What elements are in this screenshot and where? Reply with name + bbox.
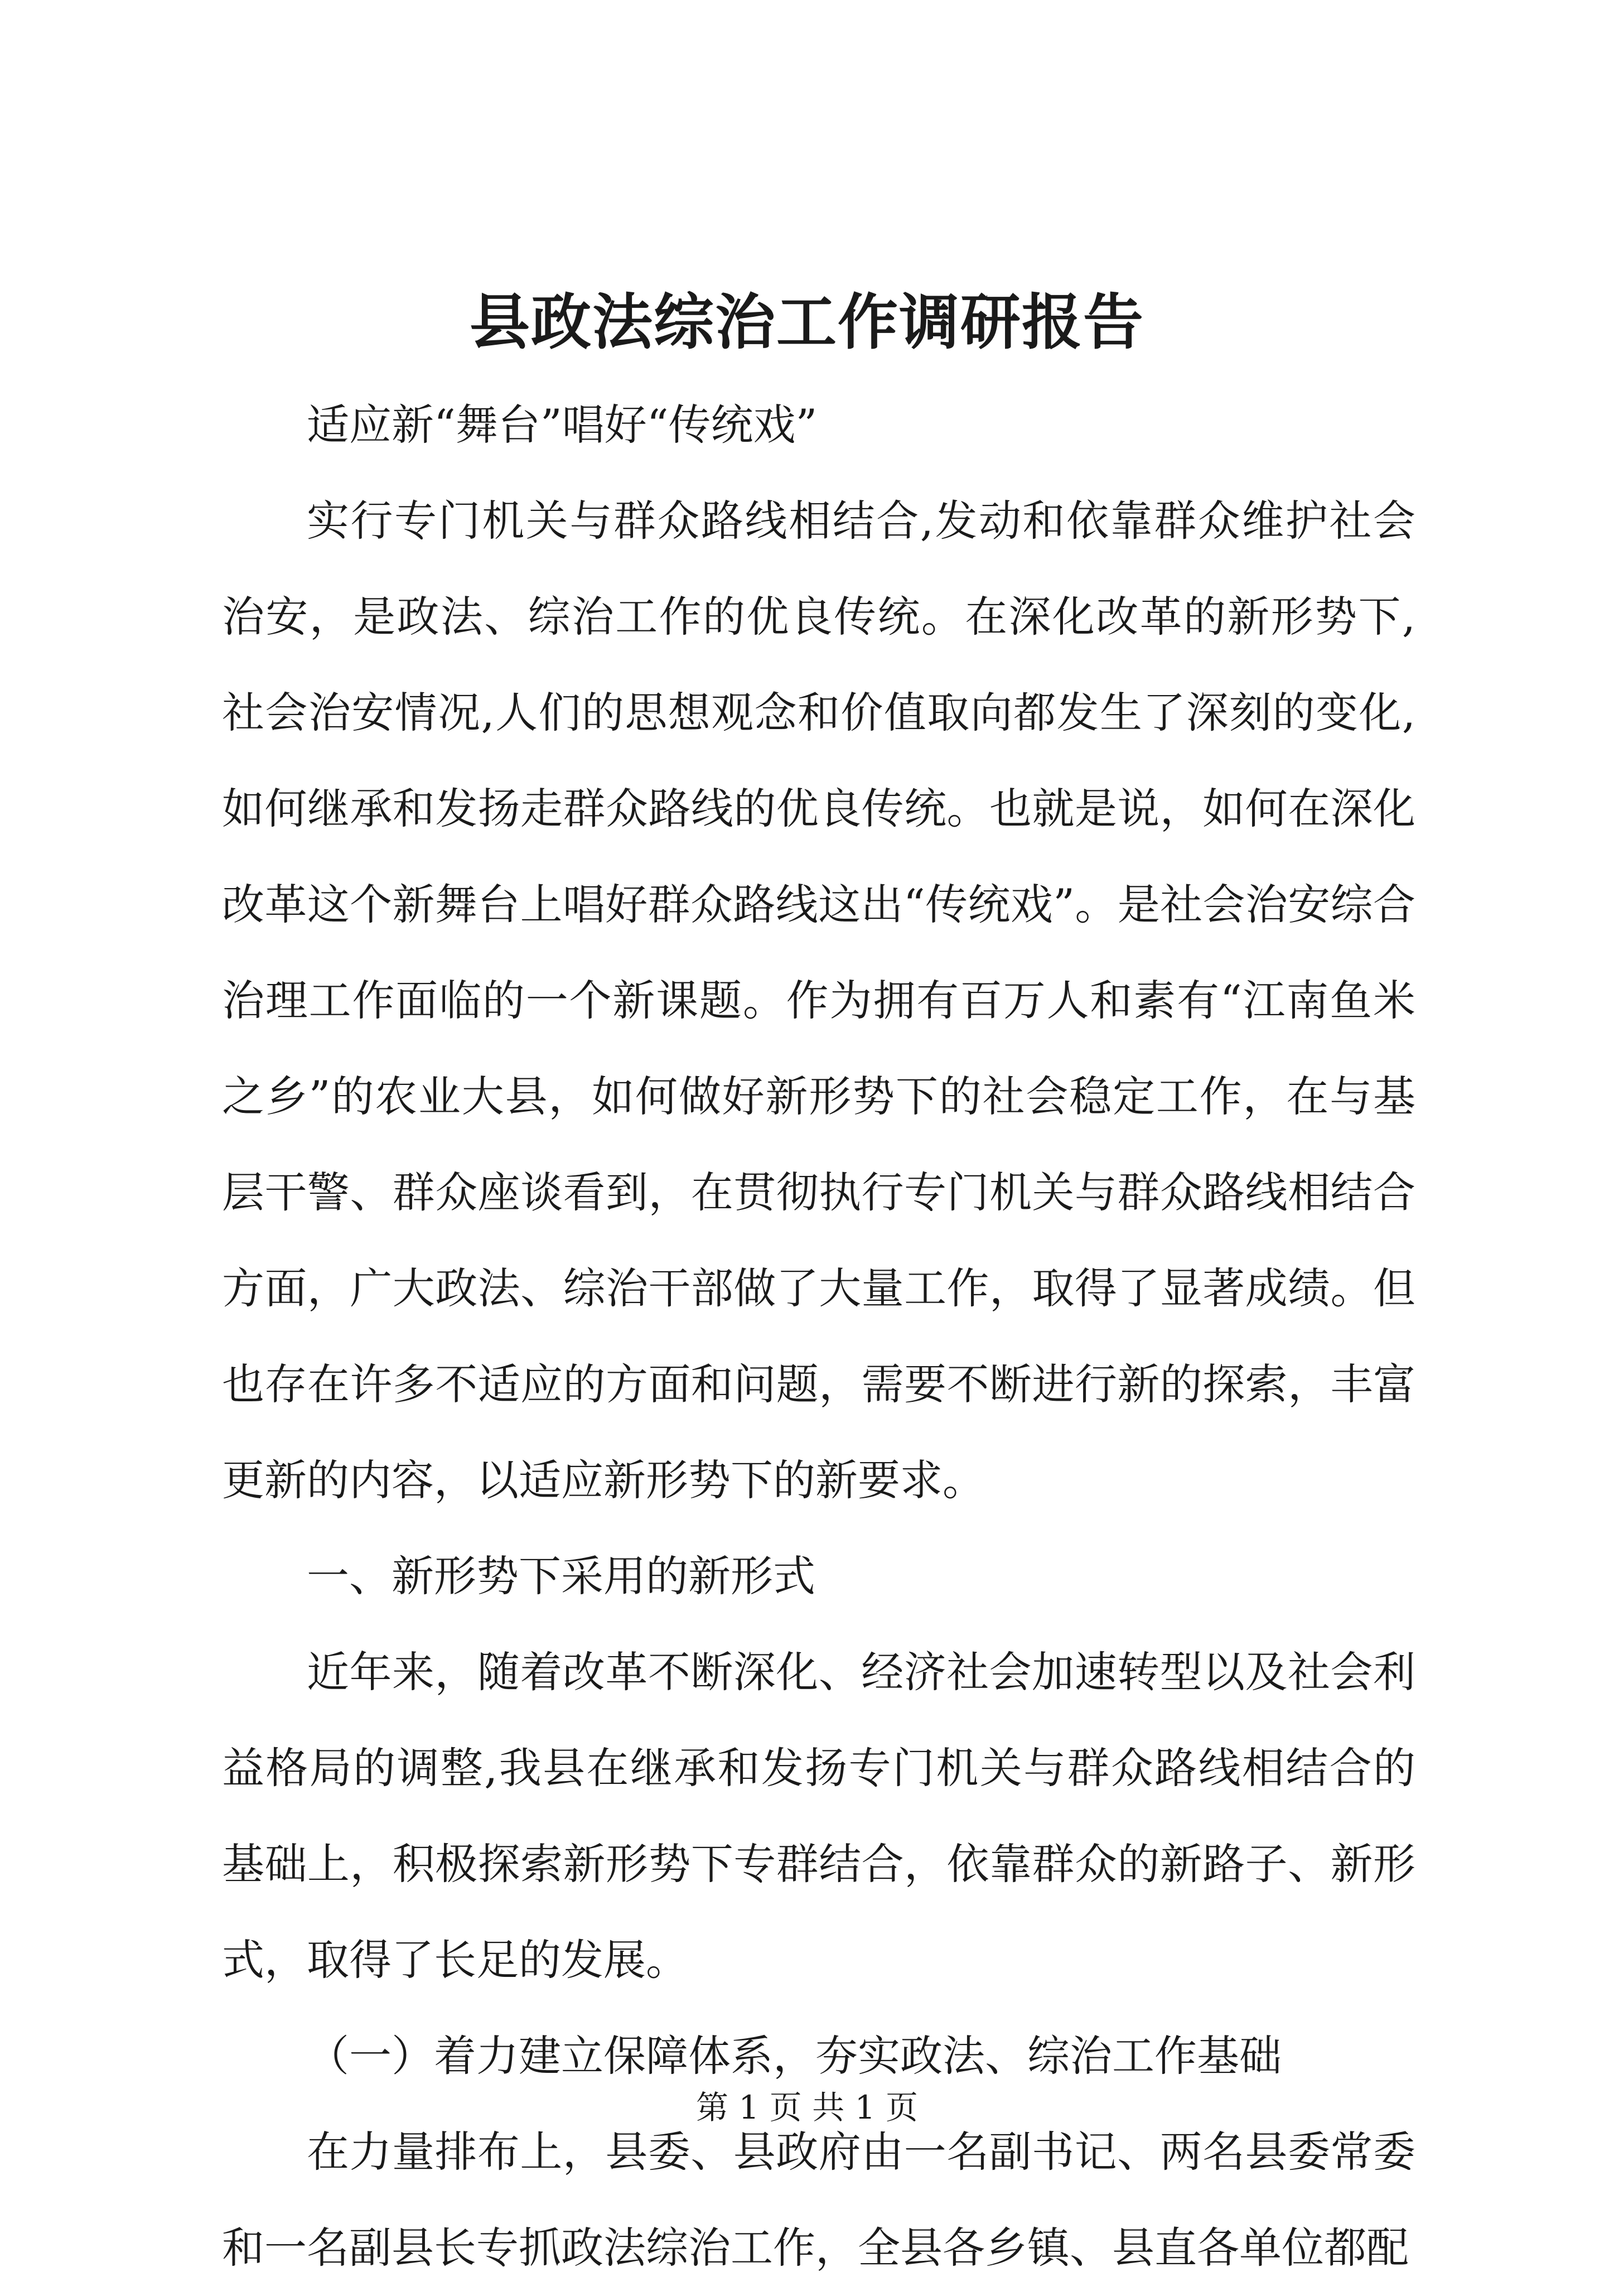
subtitle-paragraph: 适应新“舞台”唱好“传统戏” bbox=[307, 400, 818, 450]
body-paragraph: 实行专门机关与群众路线相结合,发动和依靠群众维护社会治安，是政法、综治工作的优良传统。在深化改革的新形势下,社会治安情况,人们的思想观念和价值取向都发生了深刻的变化,如何继承和发扬走群众路线的优良传统。也就是说，如何在深化改革这个新舞台上唱好群众路线这出“传统戏”。是社会治安综合治理工作面临的一个新课题。作为拥有百万人和素有“江南鱼米之乡”的农业大县，如何做好新形势下的社会稳定工作，在与基层干警、群众座谈看到，在贯彻执行专门机关与群众路线相结合方面，广大政法、综治干部做了大量工作，取得了显著成绩。但也存在许多不适应的方面和问题，需要不断进行新的探索，丰富更新的内容，以适应新形势下的新要求。 bbox=[222, 496, 1415, 1505]
section-heading: 一、新形势下采用的新形式 bbox=[307, 1551, 815, 1601]
document-body bbox=[222, 377, 1415, 2296]
subsection-heading: （一）着力建立保障体系，夯实政法、综治工作基础 bbox=[307, 2031, 1282, 2081]
body-paragraph: 在力量排布上，县委、县政府由一名副书记、两名县委常委和一名副县长专抓政法综治工作，全县各乡镇、县直各单位都配 bbox=[222, 2127, 1415, 2273]
document-title: 县政法综治工作调研报告 bbox=[469, 287, 1144, 358]
body-paragraph: 近年来，随着改革不断深化、经济社会加速转型以及社会利益格局的调整,我县在继承和发扬专门机关与群众路线相结合的基础上，积极探索新形势下专群结合，依靠群众的新路子、新形式，取得了长足的发展。 bbox=[222, 1647, 1415, 1985]
page-footer: 第 1 页 共 1 页 bbox=[696, 2088, 918, 2126]
